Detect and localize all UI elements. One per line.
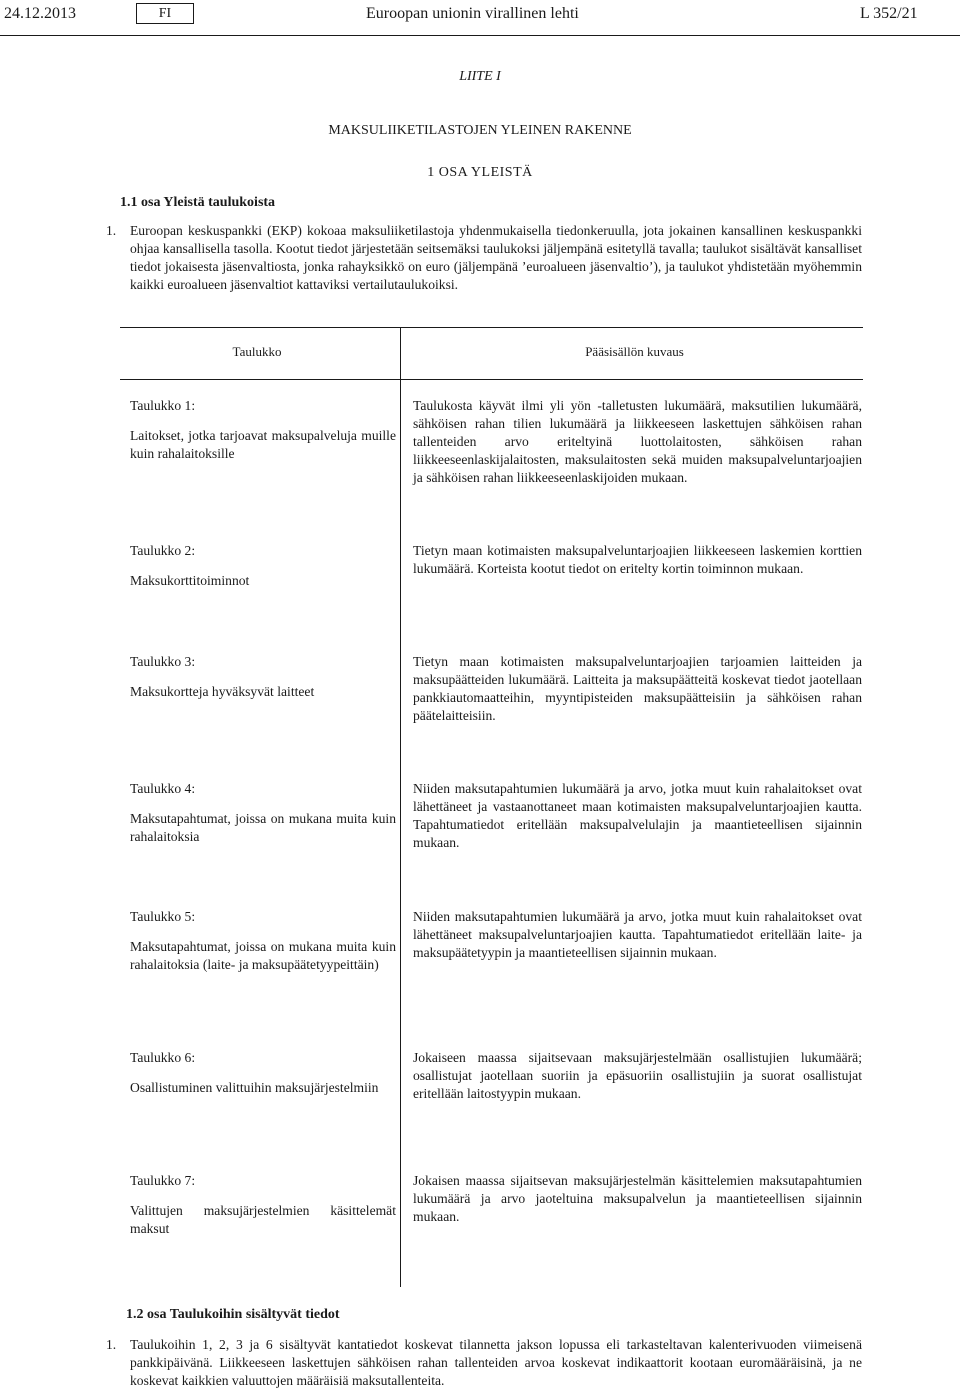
column-header-description: Pääsisällön kuvaus (585, 344, 684, 359)
table-name: Maksukorttitoiminnot (130, 573, 250, 588)
table-description: Taulukosta käyvät ilmi yli yön -talletusten lukumäärä, maksutilien lukumäärä, sähköisen rahan tilien lukumäärä ja liikkeeseen laskettujen sähköisen rahan tallenteiden arvo eriteltyinä luottolaitosten, sähköisen rahan liikkeeseenlaskijalaitosten, maksulaitosten sekä muiden maksupalveluntarjoajien ja sähköisen rahan liikkeeseenlaskijoiden mukaan. (413, 398, 862, 485)
header-divider (0, 35, 960, 36)
table-name: Maksutapahtumat, joissa on mukana muita kuin rahalaitoksia (laite- ja maksupäätetyypeittäin) (130, 939, 396, 972)
table-description: Tietyn maan kotimaisten maksupalveluntarjoajien tarjoamien laitteiden ja maksupäätteiden lukumäärä. Laitteita ja maksupäätteitä koskevat tiedot jaotellaan pankkiautomaatteihin, myyntipisteiden maksupäätteisiin ja sähköisen rahan päätelaitteisiin. (413, 654, 862, 723)
table-name-cell (130, 1172, 396, 1238)
part-heading: 1 OSA YLEISTÄ (427, 165, 533, 180)
section-heading-1-2: 1.2 osa Taulukoihin sisältyvät tiedot (126, 1307, 340, 1322)
table-name-cell (130, 1049, 396, 1097)
table-name: Osallistuminen valittuihin maksujärjestelmiin (130, 1080, 379, 1095)
table-description: Jokaisen maassa sijaitsevan maksujärjestelmän käsittelemien maksutapahtumien lukumäärä ja arvo jaoteltuina maksupalvelun ja maantieteellisen sijainnin mukaan. (413, 1173, 862, 1224)
paragraph-1-2-1 (106, 1336, 862, 1390)
table-label: Taulukko 4: (130, 781, 196, 796)
table-name: Valittujen maksujärjestelmien käsittelemät maksut (130, 1203, 396, 1236)
table-description: Tietyn maan kotimaisten maksupalveluntarjoajien liikkeeseen laskemien korttien lukumäärä. Korteista kootut tiedot on eritelty kortin toiminnon mukaan. (413, 543, 862, 576)
table-name-cell (130, 542, 396, 590)
page-header (0, 3, 960, 25)
annex-heading: LIITE I (459, 69, 501, 84)
table-name: Laitokset, jotka tarjoavat maksupalveluja muille kuin rahalaitoksille (130, 428, 396, 461)
table-top-rule (120, 327, 863, 328)
document-title: MAKSULIIKETILASTOJEN YLEINEN RAKENNE (328, 123, 632, 138)
table-name-cell (130, 397, 396, 463)
paragraph-text: Taulukoihin 1, 2, 3 ja 6 sisältyvät kantatiedot koskevat tilannetta jakson lopussa eli tarkasteltavan kalenterivuoden viimeisenä pankkipäivänä. Liikkeeseen laskettujen sähköisen rahan tallenteiden arvoa koskevat indikaattorit kootaan euromääräisinä, ja ne koskevat kaikkien valuuttojen määräisiä maksutallenteita. (130, 1337, 862, 1388)
publication-date: 24.12.2013 (4, 5, 76, 22)
column-header-table: Taulukko (232, 344, 282, 359)
table-name: Maksukortteja hyväksyvät laitteet (130, 684, 315, 699)
paragraph-number: 1. (106, 223, 117, 238)
table-header-rule (120, 379, 863, 380)
paragraph-number: 1. (106, 1337, 117, 1352)
page-reference: L 352/21 (860, 5, 918, 22)
table-label: Taulukko 6: (130, 1050, 196, 1065)
table-label: Taulukko 3: (130, 654, 196, 669)
table-label: Taulukko 5: (130, 909, 196, 924)
section-heading-1-1: 1.1 osa Yleistä taulukoista (120, 195, 276, 210)
table-name-cell (130, 653, 396, 701)
table-column-divider (400, 327, 401, 1287)
table-description: Niiden maksutapahtumien lukumäärä ja arvo, jotka muut kuin rahalaitokset ovat lähettäneet maksupalveluntarjoajien kautta. Tapahtumatiedot eritellään laite- ja maksupäätetyypin ja maantieteellisen sijainnin mukaan. (413, 909, 862, 960)
table-label: Taulukko 7: (130, 1173, 196, 1188)
table-description: Jokaiseen maassa sijaitsevaan maksujärjestelmään osallistujien lukumäärä; osallistujat jaotellaan suoriin ja epäsuoriin osallistujiin ja suorat osallistujat eritellään laitostyypin mukaan. (413, 1050, 862, 1101)
table-name-cell (130, 780, 396, 846)
table-name-cell (130, 908, 396, 974)
table-description: Niiden maksutapahtumien lukumäärä ja arvo, jotka muut kuin rahalaitokset ovat lähettäneet ja vastaanottaneet maan kotimaisten maksupalveluntarjoajien kautta. Tapahtumatiedot eritellään maksupalvelulajin ja maantieteellisen sijainnin mukaan. (413, 781, 862, 850)
paragraph-1-1-1 (106, 222, 862, 294)
table-label: Taulukko 1: (130, 398, 196, 413)
journal-title: Euroopan unionin virallinen lehti (366, 5, 579, 22)
table-label: Taulukko 2: (130, 543, 196, 558)
paragraph-text: Euroopan keskuspankki (EKP) kokoaa maksuliiketilastoja yhdenmukaisella tiedonkeruulla, jota jokainen kansallinen keskuspankki ohjaa kansallisella tasolla. Kootut tiedot järjestetään seitsemäksi taulukoksi jäljempänä esitetyllä tavalla; taulukot sisältävät kansalliset tiedot jokaisesta jäsenvaltiosta, jonka rahayksikkö on euro (jäljempänä ’euroalueen jäsenvaltio’), ja taulukot yhdistetään myöhemmin kaikki euroalueen jäsenvaltiot kattaviksi vertailutaulukoiksi. (130, 223, 862, 292)
language-code-box: FI (136, 3, 194, 24)
table-name: Maksutapahtumat, joissa on mukana muita kuin rahalaitoksia (130, 811, 396, 844)
